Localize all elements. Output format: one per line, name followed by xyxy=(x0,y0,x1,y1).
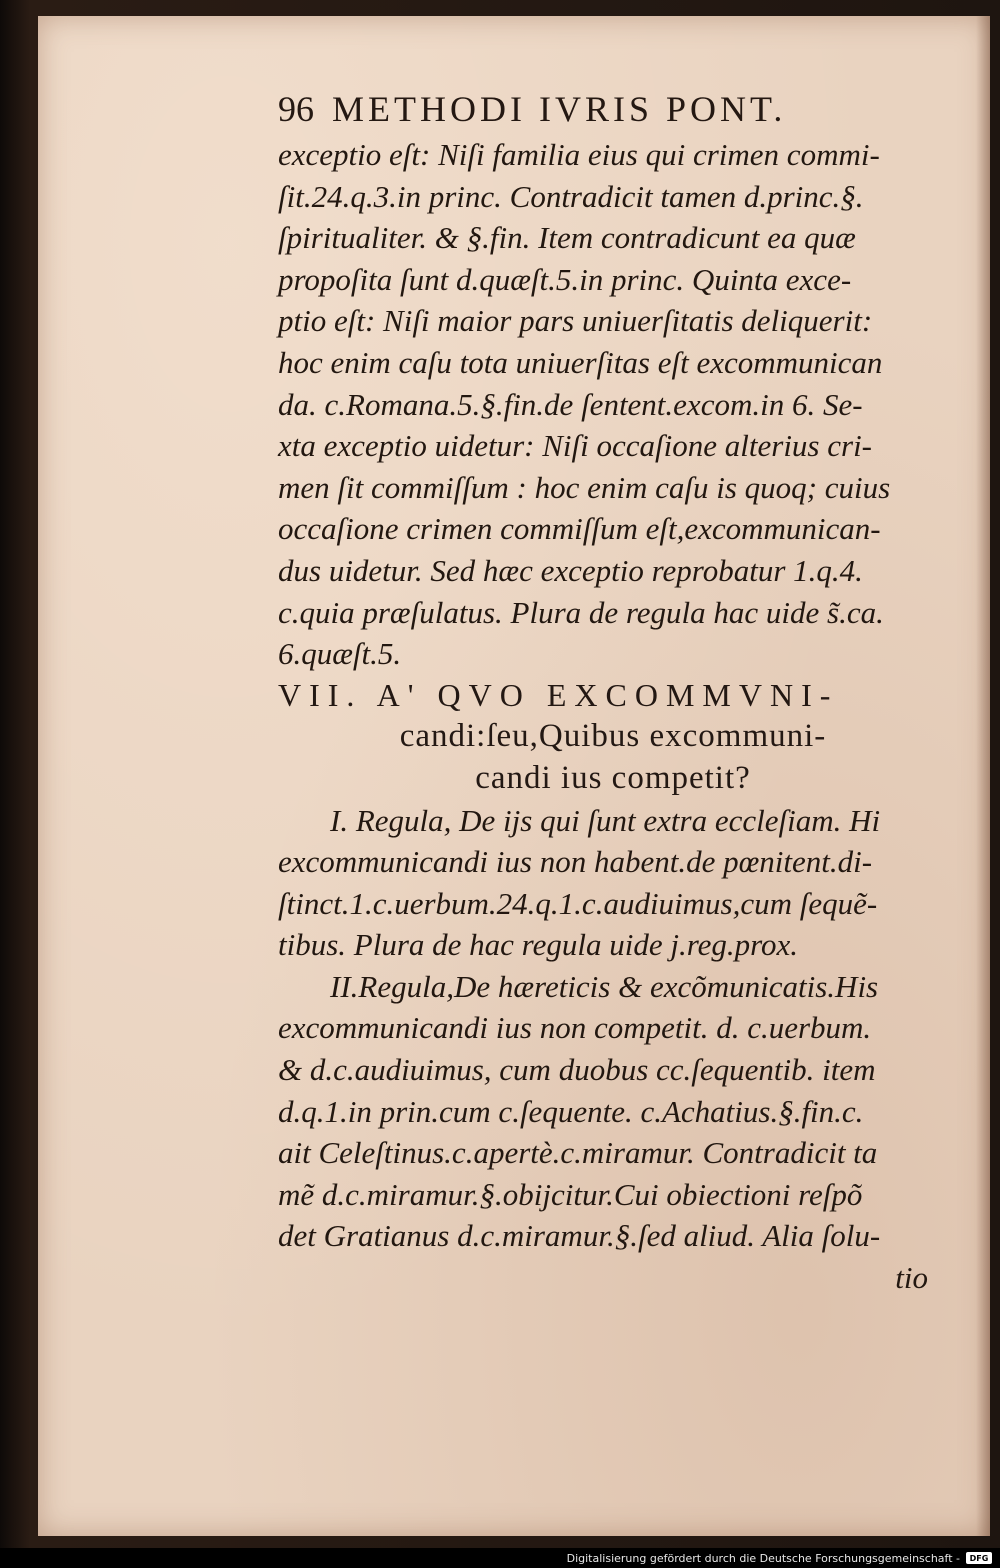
section-heading-line: candi:ſeu,Quibus excommuni- xyxy=(399,718,827,755)
text-line: ptio eſt: Niſi maior pars uniuerſitatis deliquerit: xyxy=(278,303,873,339)
text-line: excommunicandi ius non habent.de pœnitent.di- xyxy=(278,844,873,880)
digitization-credit-bar xyxy=(0,1548,1000,1568)
text-line: xta exceptio uidetur: Niſi occaſione alterius cri- xyxy=(278,428,873,464)
text-line: occaſione crimen commiſſum eſt,excommunican- xyxy=(278,511,881,547)
text-line: exceptio eſt: Niſi familia eius qui crimen commi- xyxy=(278,137,880,172)
text-line: II.Regula,De hæreticis & excõmunicatis.His xyxy=(330,968,879,1004)
running-title: METHODI IVRIS PONT. xyxy=(332,89,787,129)
running-header xyxy=(278,88,898,132)
text-line: men ſit commiſſum : hoc enim caſu is quoq; cuius xyxy=(278,469,891,505)
catchword: tio xyxy=(895,1260,928,1296)
text-line: ſtinct.1.c.uerbum.24.q.1.c.audiuimus,cum ſequẽ- xyxy=(278,885,878,921)
section-heading-line: candi ius competit? xyxy=(475,759,751,796)
text-line: hoc enim caſu tota uniuerſitas eſt excommunican xyxy=(278,344,883,380)
text-line: ſit.24.q.3.in princ. Contradicit tamen d.princ.§. xyxy=(278,178,864,214)
text-line: det Gratianus d.c.miramur.§.ſed aliud. Alia ſolu- xyxy=(278,1218,881,1254)
text-line: tibus. Plura de hac regula uide j.reg.prox. xyxy=(278,927,799,963)
text-line: I. Regula, De ijs qui ſunt extra eccleſiam. Hi xyxy=(330,802,881,838)
text-line: ſpiritualiter. & §.fin. Item contradicunt ea quæ xyxy=(278,220,856,256)
text-line: ait Celeſtinus.c.apertè.c.miramur. Contradicit ta xyxy=(278,1135,878,1171)
text-line: d.q.1.in prin.cum c.ſequente. c.Achatius.§.fin.c. xyxy=(278,1093,864,1129)
text-line: & d.c.audiuimus, cum duobus cc.ſequentib. item xyxy=(278,1052,876,1088)
text-line: 6.quæſt.5. xyxy=(278,636,402,672)
page-text-block xyxy=(278,134,948,1299)
text-line: dus uidetur. Sed hæc exceptio reprobatur 1.q.4. xyxy=(278,552,863,588)
digitization-credit: Digitalisierung gefördert durch die Deutsche Forschungsgemeinschaft - xyxy=(566,1551,960,1565)
text-line: c.quia præſulatus. Plura de regula hac uide s̃.ca. xyxy=(278,594,884,630)
page-edge-shadow xyxy=(976,16,990,1536)
section-heading-line: VII. A' QVO EXCOMMVNI- xyxy=(278,676,839,713)
text-line: da. c.Romana.5.§.fin.de ſentent.excom.in 6. Se- xyxy=(278,386,863,422)
text-line: excommunicandi ius non competit. d. c.uerbum. xyxy=(278,1010,872,1046)
text-line: propoſita ſunt d.quæſt.5.in princ. Quinta exce- xyxy=(278,261,852,297)
page-number: 96 xyxy=(278,89,314,129)
text-line: mẽ d.c.miramur.§.obijcitur.Cui obiectioni reſpõ xyxy=(278,1176,863,1212)
dfg-logo-icon: DFG xyxy=(966,1552,992,1564)
